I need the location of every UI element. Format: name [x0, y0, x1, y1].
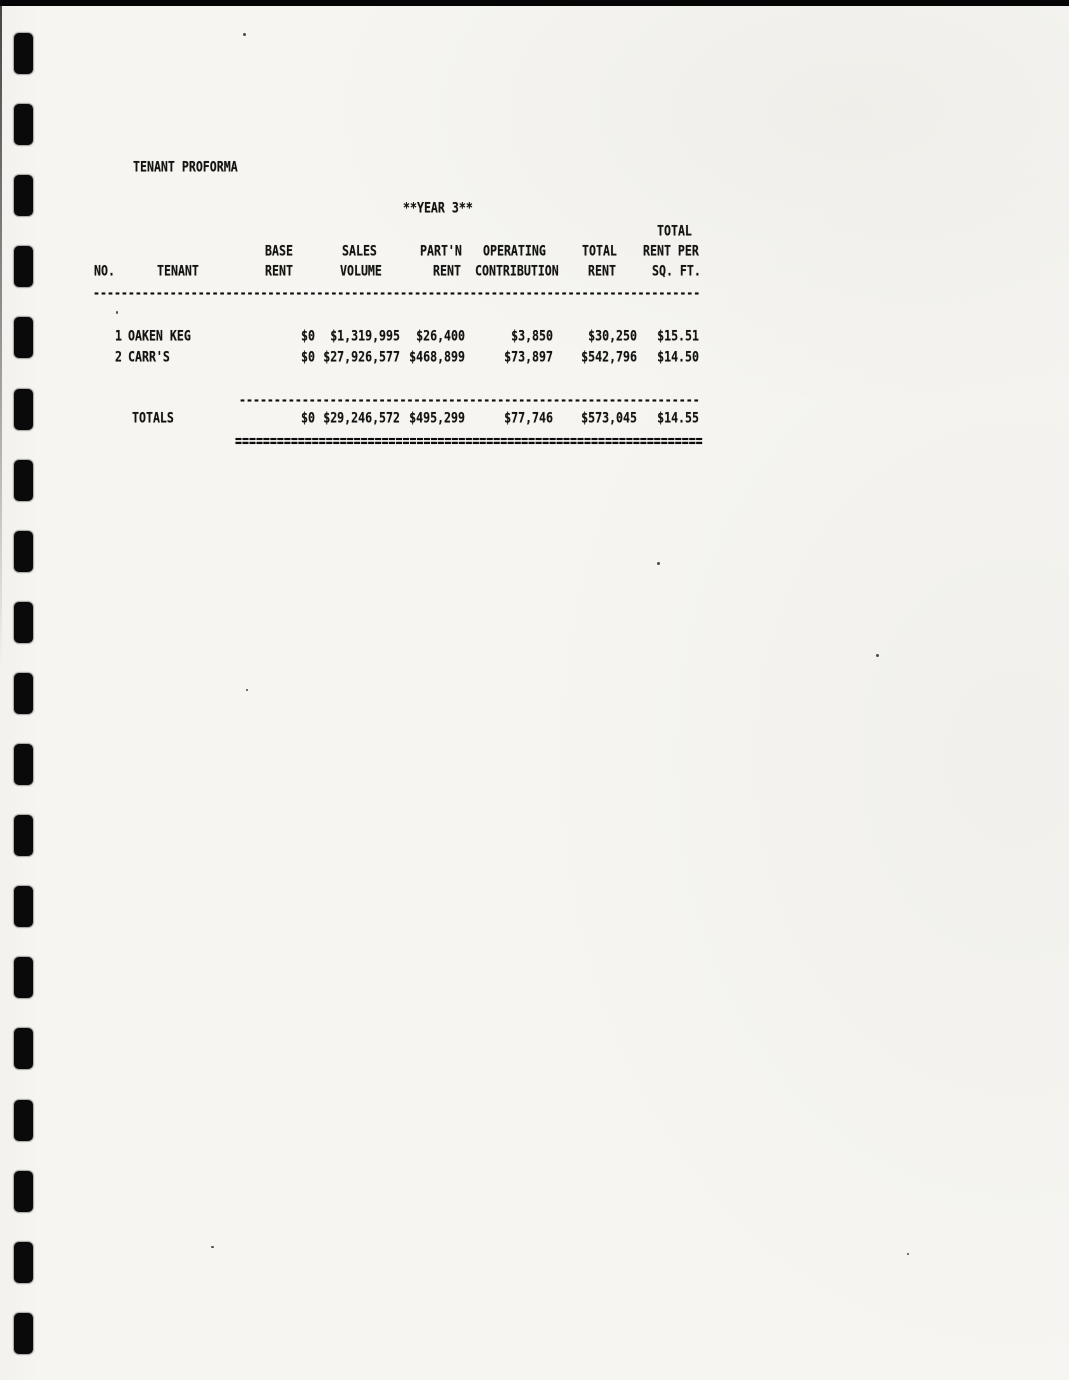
- column-header-operating-contribution-2: CONTRIBUTION: [475, 262, 559, 280]
- column-header-total-rent-2: RENT: [588, 262, 616, 280]
- binding-hole: [14, 957, 33, 998]
- paper-speck: [116, 311, 118, 314]
- column-header-partn-rent-1: PART'N: [420, 242, 462, 260]
- totals-label: TOTALS: [132, 409, 174, 427]
- cell-sales-volume: $1,319,995: [330, 327, 400, 345]
- cell-partn-rent: $26,400: [416, 327, 465, 345]
- table-header-line-3: [0, 262, 780, 280]
- column-header-partn-rent-2: RENT: [433, 262, 461, 280]
- column-header-base-rent-1: BASE: [265, 242, 293, 260]
- totals-base-rent: $0: [301, 409, 315, 427]
- totals-operating-contribution: $77,746: [504, 409, 553, 427]
- column-header-total-rent-per-sqft-1: TOTAL: [657, 222, 692, 240]
- binding-hole: [14, 673, 33, 714]
- paper-speck: [246, 689, 248, 691]
- page-title: TENANT PROFORMA: [133, 158, 238, 176]
- cell-total-rent-per-sqft: $14.50: [657, 348, 699, 366]
- binding-hole: [14, 886, 33, 927]
- binding-hole: [14, 531, 33, 572]
- totals-rule: ------------------------------------------------------------------: [239, 391, 700, 409]
- totals-row: [0, 409, 780, 427]
- binding-hole: [14, 744, 33, 785]
- column-header-total-rent-1: TOTAL: [582, 242, 617, 260]
- paper-speck: [243, 33, 246, 36]
- column-header-operating-contribution-1: OPERATING: [483, 242, 546, 260]
- column-header-total-rent-per-sqft-3: SQ. FT.: [652, 262, 701, 280]
- column-header-no: NO.: [94, 262, 115, 280]
- binding-hole: [14, 175, 33, 216]
- cell-base-rent: $0: [301, 327, 315, 345]
- totals-total-rent: $573,045: [581, 409, 637, 427]
- totals-total-rent-per-sqft: $14.55: [657, 409, 699, 427]
- binding-hole: [14, 602, 33, 643]
- cell-total-rent-per-sqft: $15.51: [657, 327, 699, 345]
- cell-sales-volume: $27,926,577: [323, 348, 400, 366]
- binding-hole: [14, 1242, 33, 1283]
- year-header: **YEAR 3**: [403, 199, 473, 217]
- table-header-line-2: [0, 242, 780, 260]
- cell-total-rent: $542,796: [581, 348, 637, 366]
- cell-tenant: OAKEN KEG: [128, 327, 191, 345]
- binding-hole: [14, 1100, 33, 1141]
- paper-speck: [657, 562, 660, 565]
- column-header-sales-volume-2: VOLUME: [340, 262, 382, 280]
- binding-hole: [14, 460, 33, 501]
- cell-operating-contribution: $3,850: [511, 327, 553, 345]
- cell-tenant: CARR'S: [128, 348, 170, 366]
- cell-no: 1: [115, 327, 122, 345]
- column-header-sales-volume-1: SALES: [342, 242, 377, 260]
- binding-hole: [14, 1171, 33, 1212]
- cell-total-rent: $30,250: [588, 327, 637, 345]
- cell-base-rent: $0: [301, 348, 315, 366]
- binding-hole: [14, 104, 33, 145]
- cell-partn-rent: $468,899: [409, 348, 465, 366]
- paper-speck: [211, 1246, 214, 1248]
- binding-hole: [14, 33, 33, 74]
- paper-speck: [907, 1253, 909, 1255]
- column-header-total-rent-per-sqft-2: RENT PER: [643, 242, 699, 260]
- paper-speck: [876, 654, 879, 657]
- totals-sales-volume: $29,246,572: [323, 409, 400, 427]
- table-header-line-1: [0, 222, 780, 240]
- header-rule: ---------------------------------------------------------------------------------------: [93, 284, 701, 302]
- binding-hole: [14, 1028, 33, 1069]
- binding-hole: [14, 1313, 33, 1354]
- grand-total-rule: ===================================================================: [235, 430, 703, 451]
- binding-hole: [14, 815, 33, 856]
- totals-partn-rent: $495,299: [409, 409, 465, 427]
- table-row: [0, 348, 780, 366]
- cell-operating-contribution: $73,897: [504, 348, 553, 366]
- scan-edge-top-bar: [0, 0, 1069, 6]
- table-row: [0, 327, 780, 345]
- column-header-base-rent-2: RENT: [265, 262, 293, 280]
- cell-no: 2: [115, 348, 122, 366]
- column-header-tenant: TENANT: [157, 262, 199, 280]
